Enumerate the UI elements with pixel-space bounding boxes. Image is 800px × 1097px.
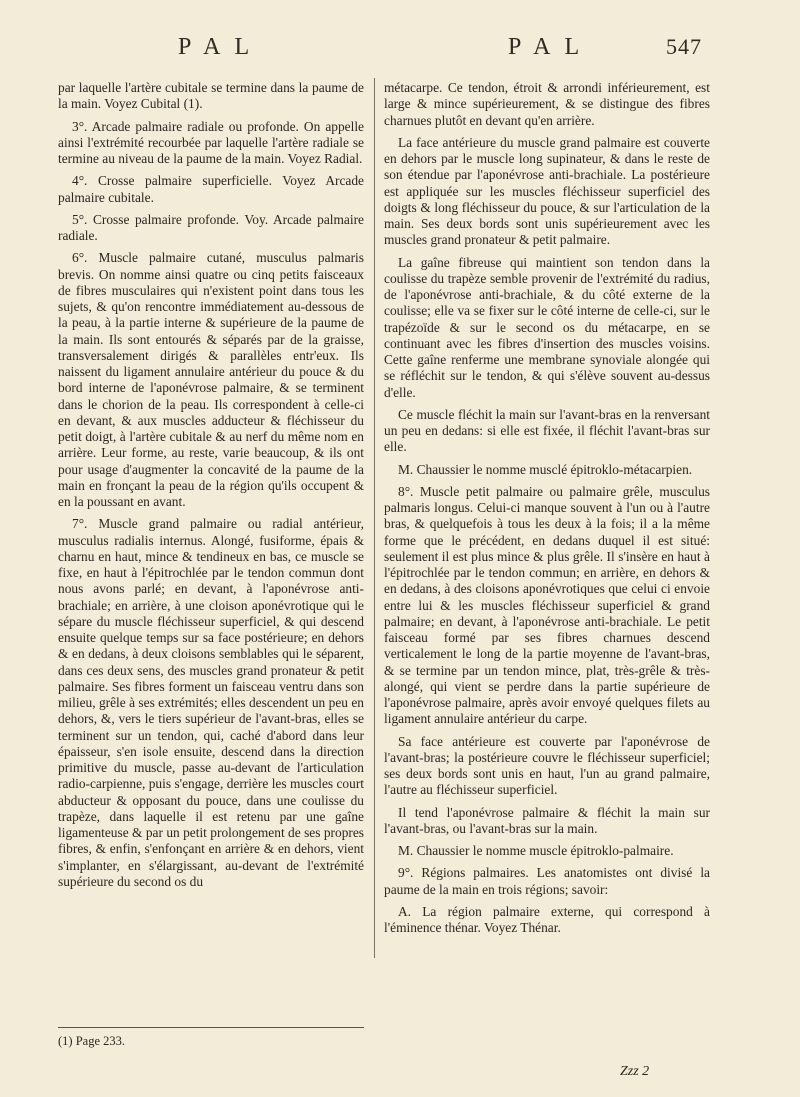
- paragraph: 5°. Crosse palmaire profonde. Voy. Arcade palmaire radiale.: [58, 211, 364, 243]
- running-head-right: PAL: [508, 34, 594, 60]
- right-column: [384, 80, 710, 942]
- footnote: (1) Page 233.: [58, 1034, 125, 1048]
- paragraph: 3°. Arcade palmaire radiale ou profonde. On appelle ainsi l'extrémité recourbée par laquelle l'artère radiale se termine au niveau de la paume de la main. Voyez Radial.: [58, 118, 364, 166]
- paragraph: 4°. Crosse palmaire superficielle. Voyez Arcade palmaire cubitale.: [58, 173, 364, 205]
- paragraph: Sa face antérieure est couverte par l'aponévrose de l'avant-bras; la postérieure couvre le fléchisseur superficiel; ses deux bords sont unis en haut, l'un au grand palmaire, l'autre au fléchisseur superficiel.: [384, 733, 710, 798]
- paragraph: Ce muscle fléchit la main sur l'avant-bras en la renversant un peu en dedans: si elle est fixée, il fléchit l'avant-bras sur elle.: [384, 406, 710, 455]
- page-number: 547: [666, 34, 702, 59]
- signature-mark: Zzz 2: [620, 1064, 650, 1079]
- paragraph: M. Chaussier le nomme musclé épitroklo-métacarpien.: [398, 461, 693, 477]
- column-divider: [374, 78, 375, 958]
- paragraph: A. La région palmaire externe, qui correspond à l'éminence thénar. Voyez Thénar.: [384, 903, 710, 935]
- left-column: [58, 80, 364, 896]
- paragraph: 9°. Régions palmaires. Les anatomistes ont divisé la paume de la main en trois régions; savoir:: [384, 865, 710, 897]
- paragraph: 6°. Muscle palmaire cutané, musculus palmaris brevis. On nomme ainsi quatre ou cinq petits faisceaux de fibres musculaires qui n'existent point dans tous les sujets, & qu'on rencontre immédiatement au-dessous de la peau, à la partie interne & supérieure de la paume de la main. Ils sont entourés & séparés par de la graisse, transversalement dirigés & parallèles entr'eux. Ils naissent du ligament annulaire antérieur du pouce & du bord interne de l'aponévrose palmaire, & se terminent dans le chorion de la peau. Ils correspondent à celle-ci en devant, & aux muscles adducteur & fléchisseur du petit doigt, à l'artère cubitale & au nerf du même nom en arrière. Leur forme, au reste, varie beaucoup, & ils ont pour usage d'augmenter la concavité de la paume de la main en fronçant la peau de la région qu'ils occupent & en la poussant en avant.: [58, 250, 364, 509]
- paragraph: métacarpe. Ce tendon, étroit & arrondi inférieurement, est large & mince supérieurement, & se distingue des fibres charnues plutôt en devant qu'en arrière.: [384, 80, 710, 128]
- paragraph: par laquelle l'artère cubitale se termine dans la paume de la main. Voyez Cubital (1).: [58, 80, 364, 112]
- paragraph: 8°. Muscle petit palmaire ou palmaire grêle, musculus palmaris longus. Celui-ci manque souvent à l'un ou à l'autre bras, & quelquefois à tous les deux à la fois; il a la même forme que le précédent, en dedans duquel il est situé: seulement il est plus mince & plus grêle. Il s'insère en haut à l'épitrochlée par le tendon commun; en arrière, en dehors & en dedans, à des cloisons aponévrotiques que celui ci envoie entre lui & les muscles fléchisseur superficiel & grand palmaire; en devant, à l'aponévrose anti-brachiale. Le petit faisceau formé par ses fibres charnues descend verticalement le long de la partie moyenne de l'avant-bras, & se termine par un tendon mince, plat, très-grêle & très-alongé, qui vient se perdre dans la partie supérieure de l'aponévrose palmaire, après avoir envoyé quelques filets au ligament annulaire antérieur du carpe.: [384, 483, 710, 727]
- running-head-left: PAL: [178, 34, 264, 60]
- paragraph: La gaîne fibreuse qui maintient son tendon dans la coulisse du trapèze semble provenir de l'extrémité du radius, de l'aponévrose anti-brachiale, & du côté externe de la coulisse; elle va se fixer sur le côté interne de celle-ci, sur le trapézoïde & sur le second os du métacarpe, en se continuant avec les fibres d'insertion des muscles voisins. Cette gaîne renferme une membrane synoviale alongée qui se réfléchit sur le tendon, & qui s'élève souvent au-dessus d'elle.: [384, 254, 710, 400]
- footnote-rule: [58, 1027, 364, 1028]
- paragraph: La face antérieure du muscle grand palmaire est couverte en dehors par le muscle long supinateur, & dans le reste de son étendue par l'aponévrose anti-brachiale. La postérieure est appliquée sur les muscles fléchisseur superficiel des doigts & long fléchisseur du pouce, & sur l'articulation de la main. Ses deux bords sont unis supérieurement avec les muscles grand pronateur & petit palmaire.: [384, 134, 710, 248]
- paragraph: 7°. Muscle grand palmaire ou radial antérieur, musculus radialis internus. Alongé, fusiforme, épais & charnu en haut, mince & tendineux en bas, ce muscle se fixe, en haut à l'épitrochlée par le tendon commun dont nous avons parlé; en devant, à l'aponévrose anti-brachiale; en arrière, à une cloison aponévrotique qui le sépare du muscle fléchisseur superficiel, & qui descend ensuite quelque temps sur sa face postérieure; en dehors & en dedans, à deux cloisons semblables qui le séparent, dans ces deux sens, des muscles grand pronateur & petit palmaire. Ses fibres forment un faisceau ventru dans son milieu, grêle à ses extrémités; elles descendent un peu en dehors, &, vers le tiers supérieur de l'avant-bras, elles se terminent sur un tendon, qui, caché d'abord dans leur épaisseur, s'en isole ensuite, descend dans la direction primitive du muscle, passe au-devant de l'articulation radio-carpienne, puis s'engage, derrière les muscles court abducteur & opposant du pouce, dans une coulisse du trapèze, dans laquelle il est retenu par une gaîne ligamenteuse & par un petit prolongement de ses propres fibres, & enfin, s'enfonçant en arrière & en dehors, vient s'implanter, en s'élargissant, au-devant de l'extrémité supérieure du second os du: [58, 516, 364, 889]
- paragraph: Il tend l'aponévrose palmaire & fléchit la main sur l'avant-bras, ou l'avant-bras sur la main.: [384, 804, 710, 836]
- paragraph: M. Chaussier le nomme muscle épitroklo-palmaire.: [398, 843, 674, 858]
